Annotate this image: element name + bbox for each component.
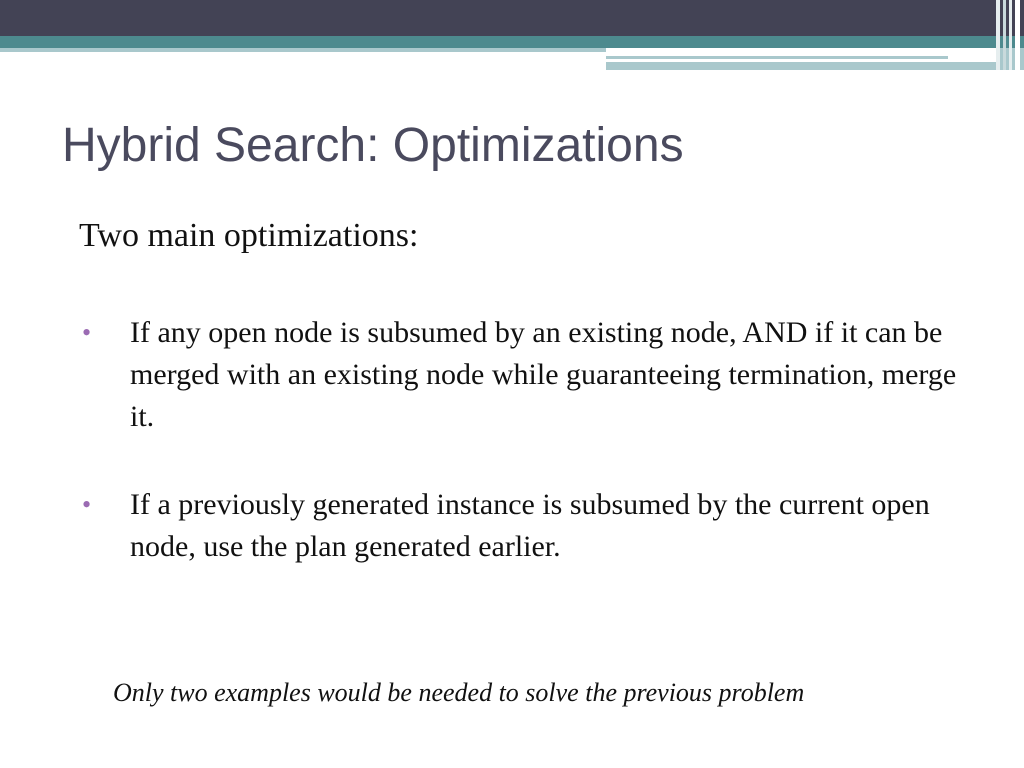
header-dark-band xyxy=(0,0,1024,36)
bullet-list xyxy=(79,312,979,614)
bullet-text: If a previously generated instance is subsumed by the current open node, use the plan generated earlier. xyxy=(130,488,930,563)
bullet-text: If any open node is subsumed by an existing node, AND if it can be merged with an existing node while guaranteeing termination, merge it. xyxy=(130,316,957,433)
bullet-item xyxy=(79,484,979,568)
bullet-marker-icon: • xyxy=(82,318,92,347)
slide-subtitle: Two main optimizations: xyxy=(79,217,419,254)
header-teal-band xyxy=(0,36,1024,48)
header-tab-inner xyxy=(606,48,998,62)
slide-title: Hybrid Search: Optimizations xyxy=(62,119,684,172)
header-vertical-strip xyxy=(996,0,1000,70)
header-vertical-strip xyxy=(1009,0,1012,70)
header-vertical-strip xyxy=(1015,0,1020,70)
bullet-item xyxy=(79,312,979,438)
bullet-marker-icon: • xyxy=(82,490,92,519)
footnote: Only two examples would be needed to solve the previous problem xyxy=(113,678,805,707)
header-tab-line xyxy=(606,56,948,59)
header-light-band xyxy=(0,48,606,52)
header-vertical-strip xyxy=(1003,0,1006,70)
